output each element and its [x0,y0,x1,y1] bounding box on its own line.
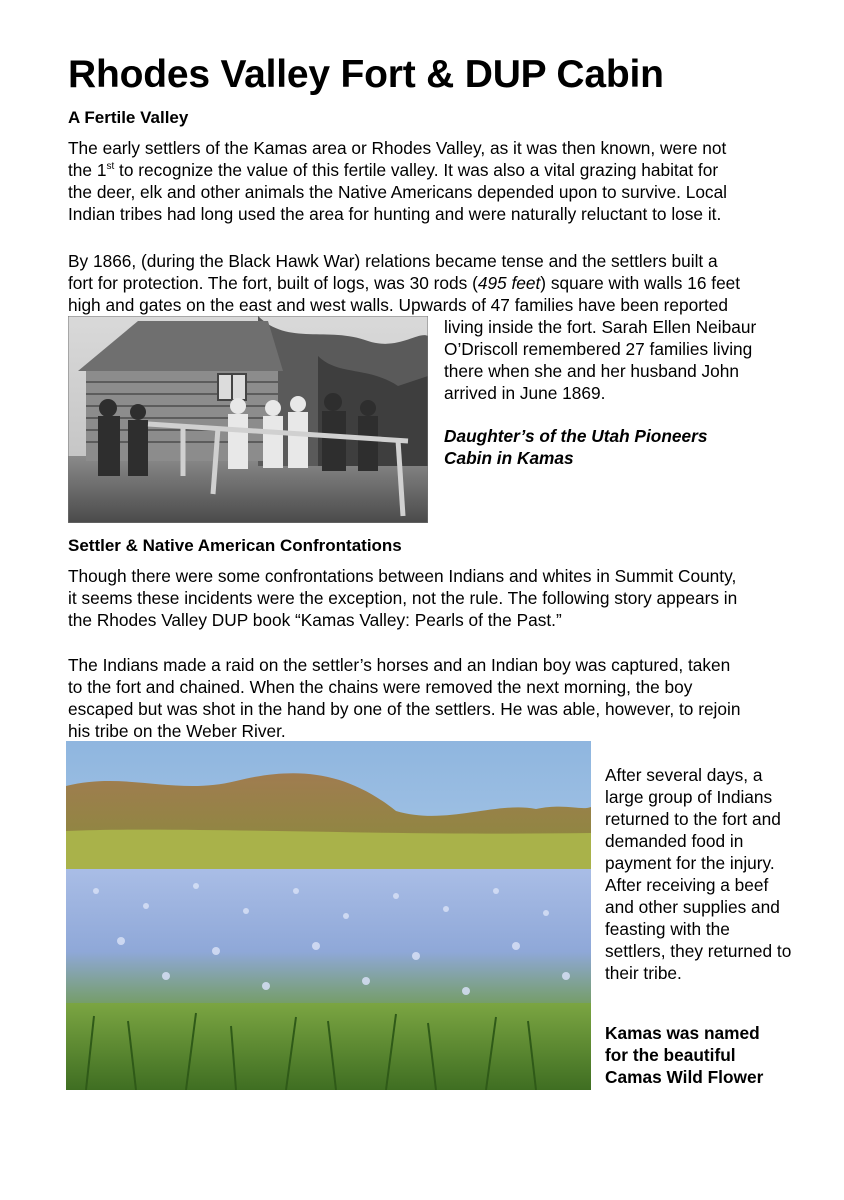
paragraph-fertile-valley: The early settlers of the Kamas area or Rhodes Valley, as it was then known, were not the 1st to recognize the value of this fertile valley. It was also a vital grazing habitat for the deer, elk and other animals the Native Americans depended upon to survive. Local Indian tribes had long used the area for hunting and were naturally reluctant to lose it. [68,138,728,224]
section-heading-fertile-valley: A Fertile Valley [68,108,189,127]
paragraph-fort-continued: living inside the fort. Sarah Ellen Neibaur O’Driscoll remembered 27 families living there when she and her husband John arrived in June 1869. [444,317,757,403]
paragraph-aftermath: After several days, a large group of Indians returned to the fort and demanded food in payment for the injury. After receiving a beef and other supplies and feasting with the settlers, they returned to their tribe. [605,765,792,983]
paragraph-fort: By 1866, (during the Black Hawk War) relations became tense and the settlers built a fort for protection. The fort, built of logs, was 30 rods (495 feet) square with walls 16 feet high and gates on the east and west walls. Upwards of 47 families have been reported [68,251,741,315]
paragraph-raid: The Indians made a raid on the settler’s horses and an Indian boy was captured, taken to the fort and chained. When the chains were removed the next morning, the boy escaped but was shot in the hand by one of the settlers. He was able, however, to rejoin his tribe on the Weber River. [68,655,741,741]
camas-photo-caption: Kamas was named for the beautiful Camas Wild Flower [605,1023,764,1087]
camas-field-photo [66,741,591,1090]
section-heading-confrontations: Settler & Native American Confrontations [68,536,402,555]
cabin-photo [68,316,428,523]
paragraph-confrontations: Though there were some confrontations between Indians and whites in Summit County, it seems these incidents were the exception, not the rule. The following story appears in the Rhodes Valley DUP book “Kamas Valley: Pearls of the Past.” [68,566,738,630]
cabin-photo-caption: Daughter’s of the Utah Pioneers Cabin in Kamas [444,426,708,468]
page-title: Rhodes Valley Fort & DUP Cabin [68,53,664,96]
